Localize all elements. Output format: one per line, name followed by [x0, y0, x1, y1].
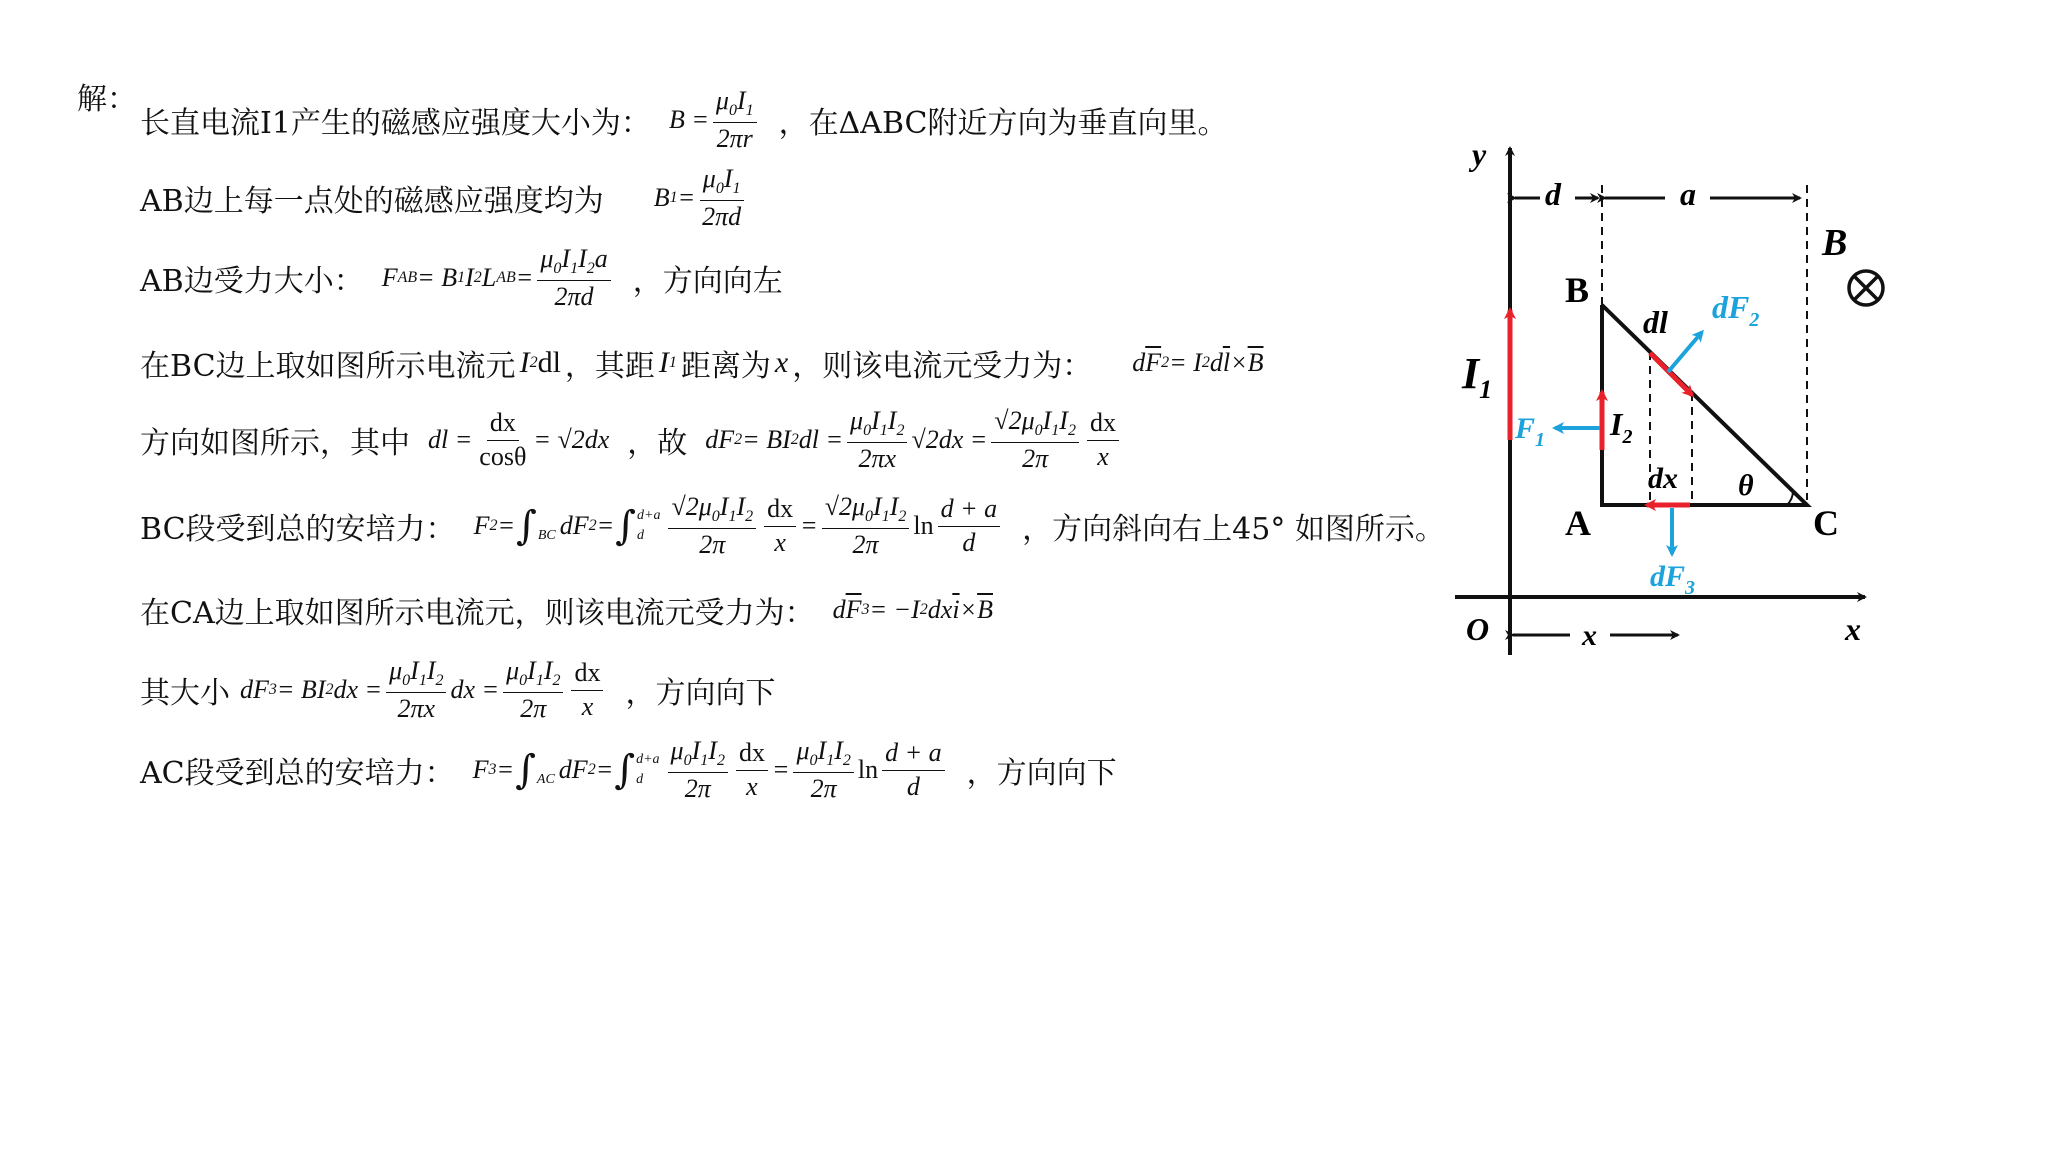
- line-9-tail: ，方向向下: [966, 756, 1117, 791]
- x-axis-label: x: [1845, 611, 1861, 647]
- dim-a-label: a: [1680, 176, 1696, 212]
- formula-df3-vector: d $\overline{F}$ 3 = −I 2 dx $\overline{i}$ × $\overline{B}$: [832, 595, 993, 624]
- y-axis-label: y: [1472, 136, 1487, 172]
- dim-d-label: d: [1545, 176, 1561, 212]
- triangle-abc: [1602, 305, 1807, 505]
- line-5: [140, 400, 1141, 480]
- dl-label: dl: [1643, 304, 1668, 340]
- line-4-text: 在BC边上取如图所示电流元: [140, 349, 516, 384]
- formula-df2: dF 2 = BI 2 dl = $\frac{\mu_0I_1I_2}{2\pi x}$ √2dx = $\frac{√2\mu_0I_1I_2}{2\pi}$ $\frac{dx}{x}$: [705, 407, 1123, 473]
- force-df3-label: $dF_3$: [1650, 560, 1696, 599]
- line-4: [140, 323, 1282, 403]
- line-2: [140, 158, 766, 238]
- line-6: [140, 486, 1445, 566]
- symbol-i1: I 1: [658, 346, 677, 379]
- formula-b-field: B = $\frac{\mu_0I_1}{2\pi r}$: [669, 87, 761, 153]
- origin-label: O: [1466, 611, 1490, 647]
- current-i1-label: $I_1$: [1462, 349, 1493, 404]
- theta-label: θ: [1738, 469, 1754, 502]
- line-7: [140, 570, 1011, 650]
- symbol-x: x: [774, 346, 789, 379]
- line-8-text: 其大小: [140, 676, 230, 711]
- b-field-label: B: [1822, 222, 1848, 264]
- line-3-tail: ，方向向左: [632, 264, 783, 299]
- line-1-tail: ，在ΔABC附近方向为垂直向里。: [778, 106, 1228, 141]
- solution-label: 解：: [77, 82, 137, 117]
- formula-df3: dF 3 = BI 2 dx = $\frac{\mu_0I_1I_2}{2\pi x}$ dx = $\frac{\mu_0I_1I_2}{2\pi}$ $\frac{dx}{x}$: [240, 657, 607, 723]
- b-field-into-page-icon: [1849, 271, 1883, 305]
- line-4-mid1: ，其距: [564, 349, 655, 384]
- force-f1-label: $F_1$: [1515, 412, 1546, 451]
- current-i2-label: $I_2$: [1610, 406, 1633, 448]
- line-6-text: BC段受到总的安培力：: [140, 512, 456, 547]
- line-3: [140, 238, 783, 318]
- vertex-a: A: [1565, 503, 1591, 543]
- formula-f2: F 2 = ∫ BC dF 2 = ∫ d+a d $\frac{√2\mu_0I_1I_2}{2\pi}$ $\frac{dx}{x}$ = $\frac{√2\mu_0I_1I_2}{2\pi}$ ln $\frac{d + a}{d}$: [474, 493, 1005, 559]
- line-8-tail: ，方向向下: [625, 676, 776, 711]
- force-df2-arrow: [1668, 332, 1702, 372]
- formula-f3: F 3 = ∫ AC dF 2 = ∫ d+a d $\frac{\mu_0I_1I_2}{2\pi}$ $\frac{dx}{x}$ = $\frac{\mu_0I_1I_2}{2\pi}$ ln $\frac{d + a}{d}$: [473, 737, 949, 803]
- dx-label: dx: [1648, 462, 1678, 495]
- line-5-text: 方向如图所示，其中: [140, 426, 410, 461]
- line-4-mid2: 距离为: [680, 349, 771, 384]
- line-6-tail: ，方向斜向右上45° 如图所示。: [1022, 512, 1445, 547]
- force-df2-label: $dF_2$: [1712, 289, 1760, 331]
- line-7-text: 在CA边上取如图所示电流元，则该电流元受力为：: [140, 596, 815, 631]
- line-5-mid: ，故: [627, 426, 688, 461]
- line-9-text: AC段受到总的安培力：: [140, 756, 455, 791]
- line-1-text: 长直电流I1产生的磁感应强度大小为：: [140, 106, 651, 141]
- formula-b1: B 1 = $\frac{\mu_0I_1}{2\pi d}$: [654, 165, 748, 231]
- line-2-text: AB边上每一点处的磁感应强度均为: [140, 184, 604, 219]
- line-1: [140, 80, 1228, 160]
- vertex-b: B: [1565, 270, 1590, 310]
- line-8: [140, 650, 775, 730]
- line-9: [140, 730, 1117, 810]
- formula-dl: dl = $\frac{dx}{\cos\theta}$ = √2dx: [428, 407, 610, 471]
- vertex-c: C: [1813, 503, 1839, 543]
- line-4-mid3: ，则该电流元受力为：: [792, 349, 1093, 384]
- current-element-dl: [1650, 353, 1692, 395]
- formula-fab: F AB = B 1 I 2 L AB = $\frac{\mu_0I_1I_2a}{2\pi d}$: [382, 245, 615, 311]
- formula-df2-vector: d $\overline{F}$ 2 = I 2 d $\overline{l}$ × $\overline{B}$: [1132, 348, 1264, 377]
- element-i2dl: I 2 dl: [519, 346, 561, 379]
- dim-x-label: x: [1582, 619, 1597, 652]
- line-3-text: AB边受力大小：: [140, 264, 364, 299]
